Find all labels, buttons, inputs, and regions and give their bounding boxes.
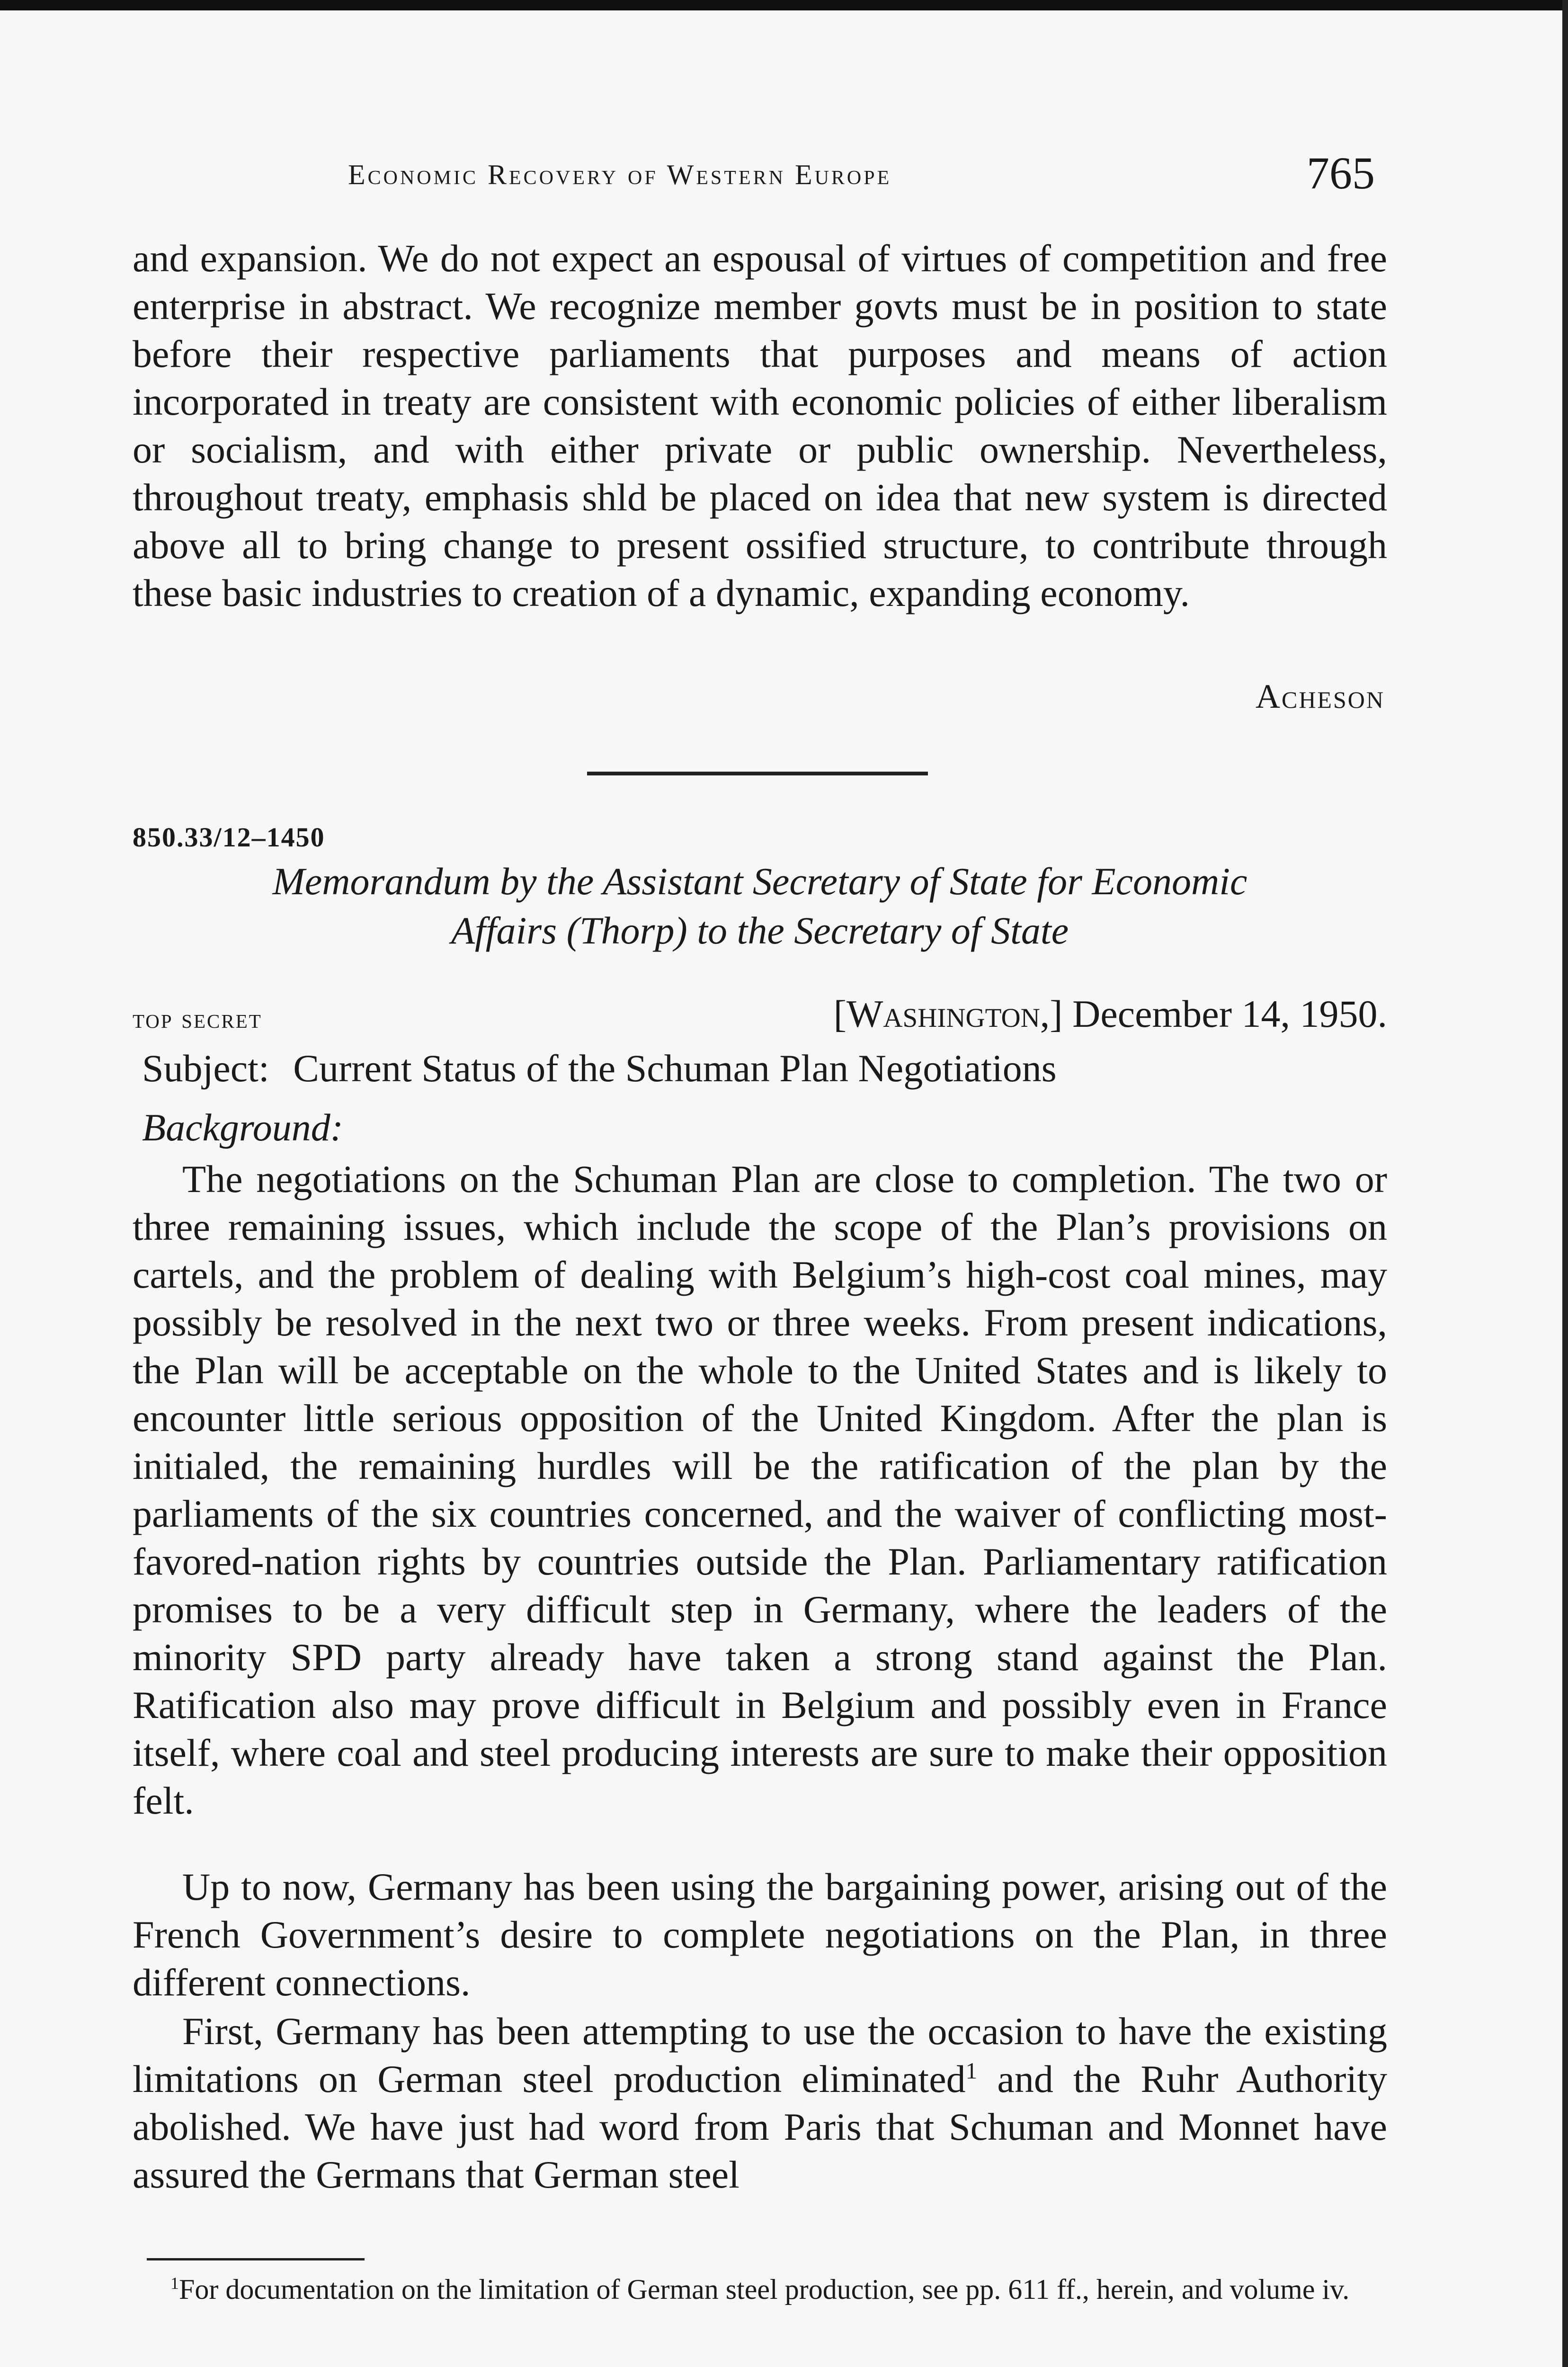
continuation-paragraph: and expansion. We do not expect an espousal of virtues of competition and free enterprise in abstract. We recognize member govts must be in position to state before their respective parliaments that purposes and means of action incorporated in treaty are consistent with economic policies of either liberalism or socialism, and with either private or public ownership. Nevertheless, throughout treaty, emphasis shld be placed on idea that new system is directed above all to bring change to present ossified structure, to contribute through these basic industries to creation of a dynamic, expanding economy.	[133, 237, 1387, 614]
page-number: 765	[1307, 148, 1375, 198]
subject-line	[142, 1046, 1387, 1091]
dateline-date: December 14, 1950.	[1072, 992, 1387, 1035]
footnote-divider	[147, 2258, 365, 2260]
section-divider	[587, 772, 928, 775]
background-heading: Background:	[142, 1106, 344, 1149]
document-title-line-1: Memorandum by the Assistant Secretary of State for Economic	[272, 860, 1247, 903]
signature: Acheson	[1255, 677, 1385, 715]
body-paragraph-3-after: and the Ruhr Authority abolished. We have just had word from Paris that Schuman and Monnet have assured the Germans that German steel	[133, 2057, 1387, 2196]
dateline-place: [Washington,]	[833, 992, 1063, 1035]
file-number: 850.33/12–1450	[133, 822, 325, 853]
footnote-text: For documentation on the limitation of German steel production, see pp. 611 ff., herein, and volume iv.	[179, 2274, 1350, 2305]
subject-text: Current Status of the Schuman Plan Negotiations	[293, 1047, 1057, 1090]
classification-marking: top secret	[133, 1003, 262, 1034]
running-head: Economic Recovery of Western Europe	[348, 159, 892, 190]
document-title-line-2: Affairs (Thorp) to the Secretary of State	[451, 909, 1069, 952]
footnote-reference: 1	[965, 2057, 978, 2084]
body-paragraph-3-before: First, Germany has been attempting to use the occasion to have the existing limitations on German steel production eliminated	[133, 2010, 1387, 2100]
body-paragraph-2: Up to now, Germany has been using the bargaining power, arising out of the French Government’s desire to complete negotiations on the Plan, in three different connections.	[133, 1865, 1387, 2004]
footnote	[142, 2270, 1387, 2309]
top-scan-edge	[0, 0, 1568, 10]
document-title	[133, 857, 1387, 955]
dateline	[710, 992, 1387, 1036]
subject-label: Subject:	[142, 1047, 269, 1090]
right-scan-edge	[1562, 0, 1568, 2367]
body-paragraph-3	[133, 2007, 1387, 2198]
body-paragraph-1: The negotiations on the Schuman Plan are close to completion. The two or three remaining issues, which include the scope of the Plan’s provisions on cartels, and the problem of dealing with Belgium’s high-cost coal mines, may possibly be resolved in the next two or three weeks. From present indications, the Plan will be acceptable on the whole to the United States and is likely to encounter little serious opposition of the United Kingdom. After the plan is initialed, the remaining hurdles will be the ratification of the plan by the parliaments of the six countries concerned, and the waiver of conflicting most-favored-nation rights by countries outside the Plan. Parliamentary ratification promises to be a very difficult step in Germany, where the leaders of the minority SPD party already have taken a strong stand against the Plan. Ratification also may prove difficult in Belgium and possibly even in France itself, where coal and steel producing interests are sure to make their opposition felt.	[133, 1157, 1387, 1822]
footnote-marker: 1	[170, 2274, 179, 2293]
